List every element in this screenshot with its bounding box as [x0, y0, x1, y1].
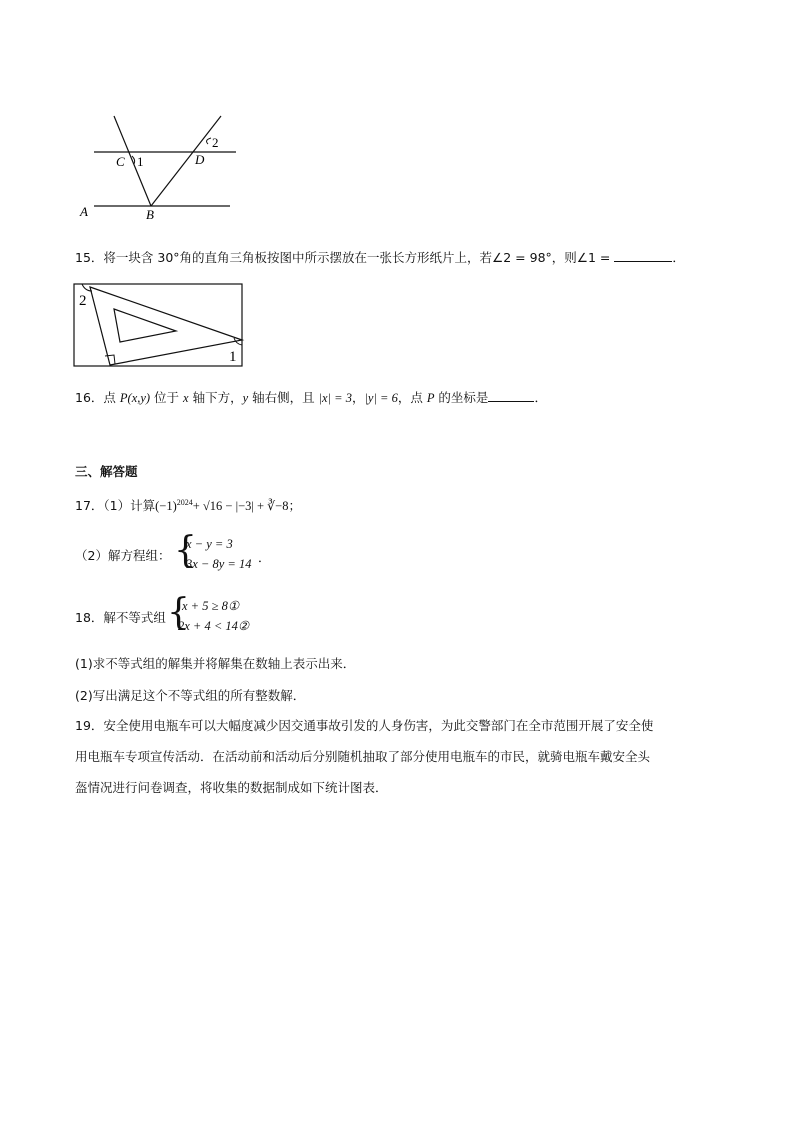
q18-subquestion-2: (2)写出满足这个不等式组的所有整数解． [75, 688, 306, 703]
question-15-text: 15．将一块含 30°角的直角三角板按图中所示摆放在一张长方形纸片上，若∠2 = 98°，则∠1 = [75, 250, 615, 265]
question-16 [75, 389, 547, 407]
q17-part2-prefix: （2）解方程组： [75, 548, 171, 563]
q16-abs-y: |y| = 6 [364, 391, 398, 405]
question-15 [75, 249, 685, 267]
q17-part1-end: ； [288, 498, 301, 514]
q19-line-1: 19．安全使用电瓶车可以大幅度减少因交通事故引发的人身伤害，为此交警部门在全市范围开展了安全使 [75, 718, 654, 733]
angle-2-arc [207, 138, 211, 144]
q16-x-axis: x [183, 391, 189, 405]
label-D: D [195, 152, 205, 167]
section-title: 三、解答题 [75, 464, 138, 479]
label-B: B [146, 207, 154, 222]
triangle-outer [90, 287, 242, 365]
q16-text-a: 16．点 [75, 390, 120, 405]
q17-exponent: 2024 [176, 498, 193, 507]
q18-prefix: 18．解不等式组 [75, 610, 166, 625]
q19-line-2: 用电瓶车专项宣传活动．在活动前和活动后分别随机抽取了部分使用电瓶车的市民，就骑电瓶车戴安全头 [75, 749, 651, 764]
q16-text-e: ，点 [397, 390, 427, 405]
fig2-label-1: 1 [229, 349, 237, 365]
parallel-lines-figure [70, 110, 250, 225]
q18-inequality-2: 2x + 4 < 14② [178, 619, 250, 633]
q16-text-d: 轴右侧，且 [248, 390, 319, 405]
q17-expression: + √16 − |−3| + ∛−8 [192, 499, 289, 514]
answer-blank-16[interactable] [488, 389, 534, 402]
q16-abs-x: |x| = 3 [318, 391, 352, 405]
q18-subquestion-1: (1)求不等式组的解集并将解集在数轴上表示出来． [75, 656, 356, 671]
q16-y-axis: y [242, 391, 249, 405]
label-C: C [116, 154, 125, 169]
answer-blank-15[interactable] [614, 249, 672, 262]
label-1: 1 [137, 154, 144, 169]
q17-equation-2: 3x − 8y = 14 [186, 557, 252, 571]
triangle-ruler-figure [72, 282, 246, 368]
q16-text-c: 轴下方， [188, 390, 243, 405]
q16-end: ． [534, 390, 547, 405]
q17-equation-1: x − y = 3 [186, 537, 233, 551]
transversal-db [151, 116, 221, 206]
q19-line-3: 盔情况进行问卷调查，将收集的数据制成如下统计图表． [75, 780, 388, 795]
q17-part2-end: ． [258, 550, 271, 565]
label-A: A [80, 204, 88, 219]
q16-sep: ， [351, 390, 365, 405]
system-brace-18: { [167, 592, 190, 633]
q16-point-P2: P [426, 391, 435, 405]
q17-power-base: (−1) [155, 499, 177, 514]
q16-coord: (x,y) [127, 391, 151, 405]
label-2: 2 [212, 135, 219, 150]
q16-text-b: 位于 [150, 390, 184, 405]
question-15-end: ． [672, 250, 685, 265]
q16-text-f: 的坐标是 [434, 390, 489, 405]
question-17-part-1 [75, 494, 301, 515]
system-brace-17: { [174, 530, 197, 571]
q18-inequality-1: x + 5 ≥ 8① [182, 599, 240, 613]
q16-point-P: P [119, 391, 128, 405]
q17-part1-prefix: 17．（1）计算 [75, 498, 156, 514]
fig2-label-2: 2 [79, 293, 87, 309]
